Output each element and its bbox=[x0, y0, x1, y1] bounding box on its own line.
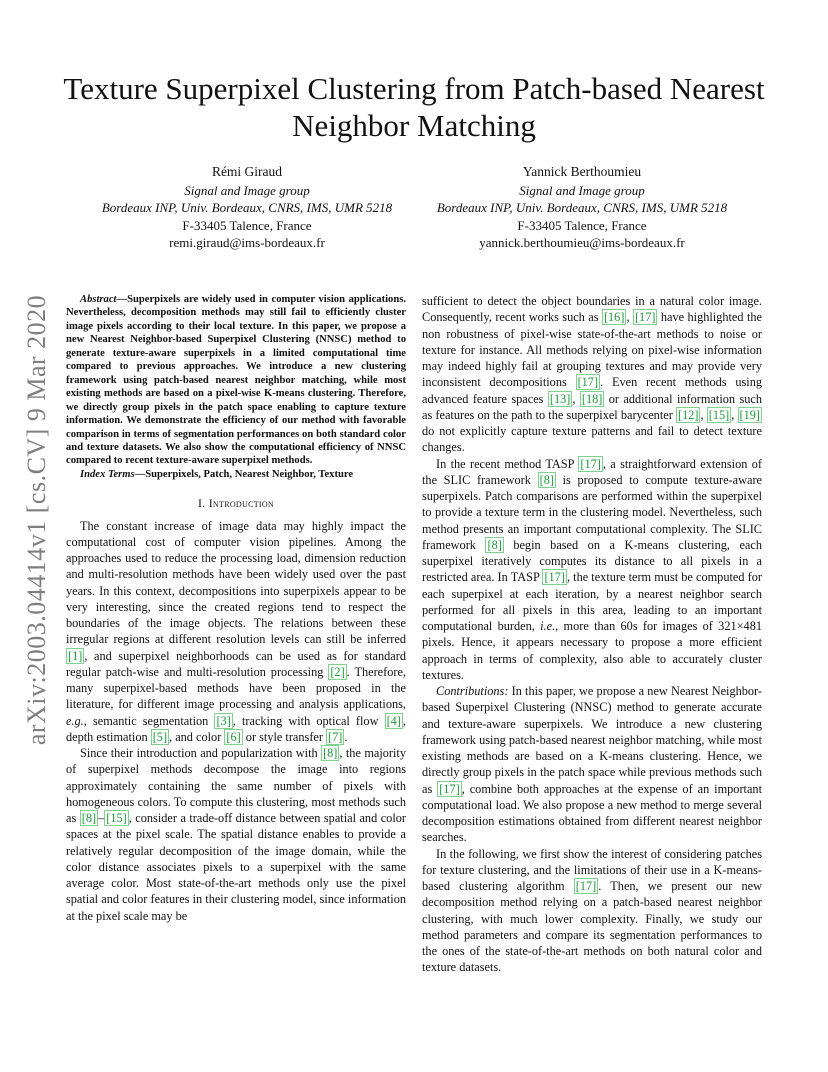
citation-link[interactable]: [16] bbox=[603, 310, 625, 325]
section-title: Introduction bbox=[208, 496, 275, 511]
intro-paragraph-3 bbox=[422, 293, 762, 456]
text-run: In the following, we first show the interest of considering patches for texture clustering, and the limitations of their use in a K-means-based clustering algorithm bbox=[422, 846, 762, 893]
text-run: or style transfer bbox=[242, 729, 327, 744]
text-run: . Then, we present our new decomposition method relying on a patch-based nearest neighbor clustering, with much lower complexity. Finally, we study our method parameters and compare its segmentation performances to the ones of the state-of-the-art methods on both natural color and texture datasets. bbox=[422, 879, 762, 975]
text-run: , bbox=[700, 407, 707, 422]
citation-link[interactable]: [17] bbox=[544, 570, 565, 585]
citation-link[interactable]: [13] bbox=[549, 391, 571, 406]
text-run: The constant increase of image data may highly impact the computational cost of computer vision pipelines. Among the approaches used to reduce the processing load, dimension reduction and multi-resolution methods have been widely used over the past years. In this context, decompositions into superpixels appear to be very interesting, since the created regions tend to respect the boundaries of the image objects. The relations between these irregular regions at different resolution levels can still be inferred bbox=[66, 518, 406, 647]
text-run: . Even recent methods using advanced feature spaces bbox=[422, 375, 762, 406]
arxiv-side-stamp bbox=[22, 290, 52, 750]
author-email: yannick.berthoumieu@ims-bordeaux.fr bbox=[479, 235, 685, 250]
citation-link[interactable]: [3] bbox=[216, 713, 231, 728]
author-email: remi.giraud@ims-bordeaux.fr bbox=[169, 235, 325, 250]
contributions-label: Contributions: bbox=[436, 684, 509, 698]
text-run: , consider a trade-off distance between spatial and color spaces at the pixel scale. The spatial distance enables to provide a relatively regular decomposition of the image domain, while the color distance associates pixels to a superpixel with the same average color. Most state-of-the-art methods only use the pixel spatial and color features in their clustering model, since information at the pixel scale may be bbox=[66, 811, 406, 923]
text-run: sufficient to detect the object boundaries in a natural color image. Consequently, recent works such as bbox=[422, 294, 762, 325]
text-run: , depth estimation bbox=[66, 713, 406, 744]
contributions-paragraph bbox=[422, 683, 762, 846]
citation-link[interactable]: [15] bbox=[106, 811, 127, 826]
citation-link[interactable]: [15] bbox=[708, 407, 730, 422]
author-name: Yannick Berthoumieu bbox=[522, 164, 642, 179]
citation-link[interactable]: [17] bbox=[634, 310, 656, 325]
text-run: , the texture term must be computed for each superpixel at each iteration, by a nearest neighbor search performed for all pixels in this area, leading to an important computational burden, bbox=[422, 570, 762, 633]
author-group: Signal and Image group bbox=[184, 182, 310, 198]
text-run: , bbox=[572, 391, 580, 406]
text-run: begin based on a K-means clustering, each superpixel iteratively computes its distance to all pixels in a restricted area. In TASP bbox=[422, 537, 762, 585]
text-run: do not explicitly capture texture patterns and fail to detect texture changes. bbox=[422, 424, 762, 455]
citation-link[interactable]: [4] bbox=[386, 713, 401, 728]
text-run: or additional information such as features on the path to the superpixel barycenter bbox=[422, 391, 762, 422]
text-run: , and color bbox=[169, 729, 225, 744]
citation-link[interactable]: [1] bbox=[68, 648, 83, 663]
arxiv-stamp-text: arXiv:2003.04414v1 [cs.CV] 9 Mar 2020 bbox=[22, 294, 51, 746]
text-run: , the majority of superpixel methods decompose the image into regions approximately containing the same number of pixels with homogeneous colors. To compute this clustering, most methods such as bbox=[66, 746, 406, 826]
outline-paragraph bbox=[422, 846, 762, 976]
text-run: In this paper, we propose a new Nearest Neighbor-based Superpixel Clustering (NNSC) method to generate accurate and texture-aware superpixels. We introduce a new clustering framework using patch-based nearest neighbor matching, while most existing methods are based on a K-means clustering. Hence, we directly group pixels in the patch space while previous methods such as bbox=[422, 684, 762, 796]
citation-link[interactable]: [6] bbox=[226, 729, 241, 744]
text-run: have highlighted the non robustness of pixel-wise state-of-the-art methods to noise or texture for instance. All methods relying on pixel-wise information may indeed highly fail at grouping textures and may provide very inconsistent decompositions bbox=[422, 310, 762, 390]
text-run: In the recent method TASP bbox=[436, 456, 579, 471]
citation-link[interactable]: [2] bbox=[330, 664, 345, 679]
intro-paragraph-1 bbox=[66, 518, 406, 746]
citation-link[interactable]: [17] bbox=[439, 781, 460, 796]
author-group: Signal and Image group bbox=[519, 182, 645, 198]
section-number: I. bbox=[197, 496, 206, 511]
intro-paragraph-4 bbox=[422, 456, 762, 684]
citation-link[interactable]: [8] bbox=[487, 537, 502, 552]
abstract-label: Abstract bbox=[80, 294, 117, 305]
author-affiliation: Bordeaux INP, Univ. Bordeaux, CNRS, IMS, UMR 5218 bbox=[101, 200, 393, 215]
text-run: , and superpixel neighborhoods can be used as for standard regular patch-wise and multi-resolution processing bbox=[66, 648, 406, 679]
citation-link[interactable]: [17] bbox=[575, 879, 597, 893]
text-run: . Therefore, many superpixel-based methods have been proposed in the literature, for different image processing and analysis applications, bbox=[66, 664, 406, 712]
author-affiliation: Bordeaux INP, Univ. Bordeaux, CNRS, IMS, UMR 5218 bbox=[436, 200, 728, 215]
author-block-2 bbox=[417, 163, 747, 252]
author-block-1 bbox=[82, 163, 412, 252]
text-run: – bbox=[98, 811, 105, 826]
text-run: , more than 60s for images of 321×481 pixels. Hence, it appears necessary to propose a more efficient approach in terms of complexity, also able to accurately cluster textures. bbox=[422, 619, 762, 682]
index-terms-label: Index Terms bbox=[80, 468, 135, 480]
index-terms-text: —Superpixels, Patch, Nearest Neighbor, Texture bbox=[134, 468, 354, 480]
author-address: F-33405 Talence, France bbox=[182, 217, 312, 233]
citation-link[interactable]: [5] bbox=[152, 729, 168, 744]
text-run: , bbox=[731, 407, 738, 422]
text-run: is proposed to compute texture-aware superpixels. Patch comparisons are performed within the superpixel to provide a texture term in the clustering model. Nevertheless, such method presents an important computational complexity. The SLIC framework bbox=[422, 472, 762, 552]
paper-title: Texture Superpixel Clustering from Patch-based Nearest Neighbor Matching bbox=[63, 71, 765, 143]
citation-link[interactable]: [17] bbox=[580, 456, 601, 471]
text-run: . bbox=[344, 729, 348, 744]
text-run: , semantic segmentation bbox=[83, 713, 215, 728]
text-run: e.g. bbox=[66, 713, 84, 728]
text-run: , bbox=[626, 310, 633, 325]
text-run: Since their introduction and popularization with bbox=[80, 746, 322, 761]
citation-link[interactable]: [17] bbox=[577, 375, 599, 390]
citation-link[interactable]: [8] bbox=[81, 811, 97, 826]
citation-link[interactable]: [8] bbox=[323, 746, 338, 761]
author-name: Rémi Giraud bbox=[211, 164, 283, 179]
citation-link[interactable]: [12] bbox=[677, 407, 699, 422]
citation-link[interactable]: [19] bbox=[739, 407, 761, 422]
text-run: , a straightforward extension of the SLIC framework bbox=[422, 456, 762, 487]
author-address: F-33405 Talence, France bbox=[517, 217, 647, 233]
citation-link[interactable]: [7] bbox=[328, 729, 343, 744]
abstract-text: —Superpixels are widely used in computer vision applications. Nevertheless, decomposition methods may still fail to efficiently cluster image pixels according to their local texture. In this paper, we propose a new Nearest Neighbor-based Superpixel Clustering (NNSC) method to generate texture-aware superpixels in a limited computational time compared to previous approaches. We introduce a new clustering framework using patch-based nearest neighbor matching, while most existing methods are based on a pixel-wise K-means clustering. Therefore, we directly group pixels in the patch space enabling to capture texture information. We demonstrate the efficiency of our method with favorable comparison in terms of segmentation performances on both standard color and texture datasets. We also show the computational efficiency of NNSC compared to recent texture-aware superpixel methods. bbox=[66, 294, 406, 467]
text-run: , tracking with optical flow bbox=[232, 713, 385, 728]
index-terms bbox=[66, 468, 406, 481]
abstract bbox=[66, 293, 406, 468]
section-heading-introduction bbox=[66, 495, 406, 511]
text-run: i.e. bbox=[540, 619, 556, 633]
citation-link[interactable]: [8] bbox=[539, 472, 554, 487]
text-run: , combine both approaches at the expense of an important computational load. We also propose a new method to merge several decomposition estimations obtained from different nearest neighbor searches. bbox=[422, 781, 762, 845]
left-column bbox=[66, 293, 406, 924]
citation-link[interactable]: [18] bbox=[581, 391, 603, 406]
intro-paragraph-2 bbox=[66, 745, 406, 924]
right-column bbox=[422, 293, 762, 976]
